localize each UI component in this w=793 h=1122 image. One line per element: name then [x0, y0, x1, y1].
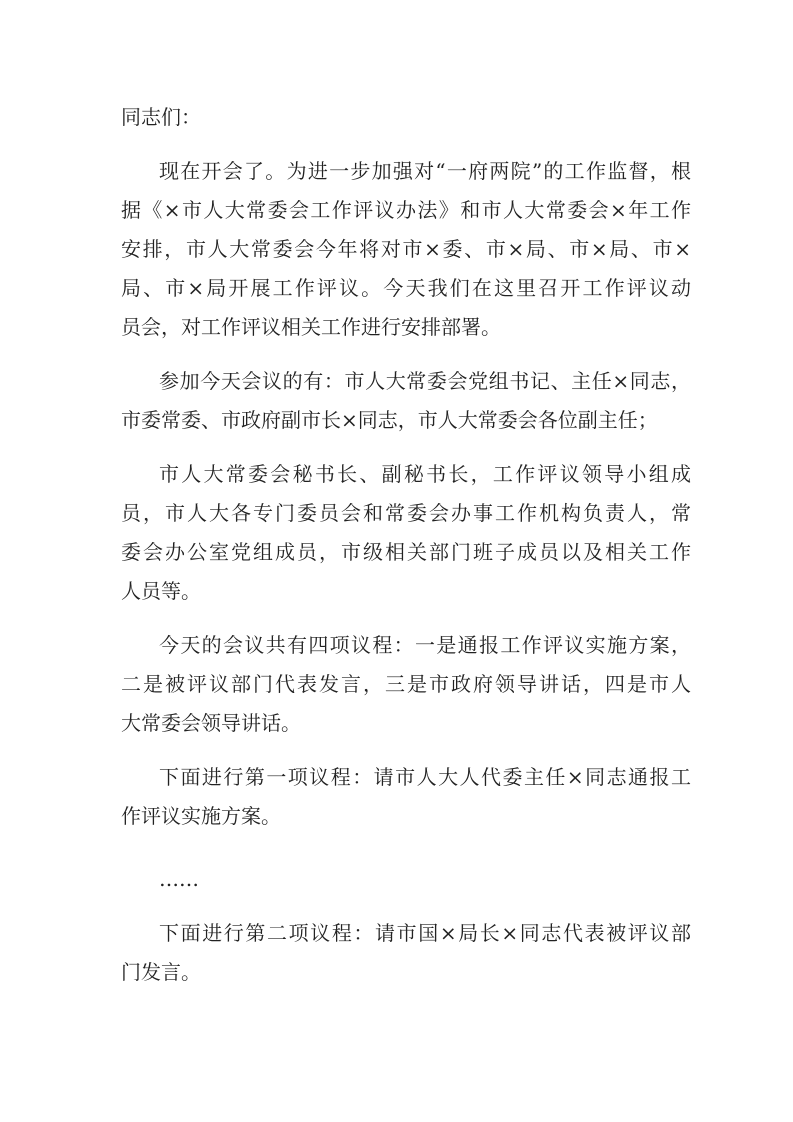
paragraph-line: 安排，市人大常委会今年将对市×委、市×局、市×局、市× — [121, 237, 691, 261]
paragraph-line: 委会办公室党组成员，市级相关部门班子成员以及相关工作 — [121, 540, 691, 564]
document-body — [121, 98, 691, 1007]
paragraph-4 — [121, 626, 691, 743]
salutation-text: 同志们： — [121, 105, 201, 129]
paragraph-line: 今天的会议共有四项议程：一是通报工作评议实施方案， — [159, 633, 691, 657]
paragraph-final — [121, 914, 691, 992]
paragraph-line: 大常委会领导讲话。 — [121, 711, 301, 735]
paragraph-line: 二是被评议部门代表发言，三是市政府领导讲话，四是市人 — [121, 672, 691, 696]
paragraph-line: 下面进行第一项议程：请市人大人代委主任×同志通报工 — [159, 765, 691, 789]
paragraph-line: 作评议实施方案。 — [121, 804, 281, 828]
paragraph-1 — [121, 152, 691, 347]
paragraph-line: 人员等。 — [121, 579, 201, 603]
paragraph-line: 现在开会了。为进一步加强对“一府两院”的工作监督，根 — [159, 159, 691, 183]
paragraph-line: 员，市人大各专门委员会和常委会办事工作机构负责人，常 — [121, 501, 691, 525]
paragraph-3 — [121, 455, 691, 611]
paragraph-line: 市人大常委会秘书长、副秘书长，工作评议领导小组成 — [159, 462, 691, 486]
paragraph-line: 员会，对工作评议相关工作进行安排部署。 — [121, 315, 501, 339]
paragraph-line: 市委常委、市政府副市长×同志，市人大常委会各位副主任； — [121, 408, 658, 432]
paragraph-2 — [121, 362, 691, 440]
paragraph-line: 据《×市人大常委会工作评议办法》和市人大常委会×年工作 — [121, 198, 691, 222]
salutation — [121, 98, 691, 137]
paragraph-line: 下面进行第二项议程：请市国×局长×同志代表被评议部 — [159, 921, 691, 945]
paragraph-5 — [121, 758, 691, 836]
ellipsis-text: …… — [159, 867, 199, 891]
paragraph-line: 门发言。 — [121, 960, 201, 984]
paragraph-line: 参加今天会议的有：市人大常委会党组书记、主任×同志， — [159, 369, 691, 393]
paragraph-line: 局、市×局开展工作评议。今天我们在这里召开工作评议动 — [121, 276, 691, 300]
ellipsis-paragraph — [121, 860, 691, 899]
